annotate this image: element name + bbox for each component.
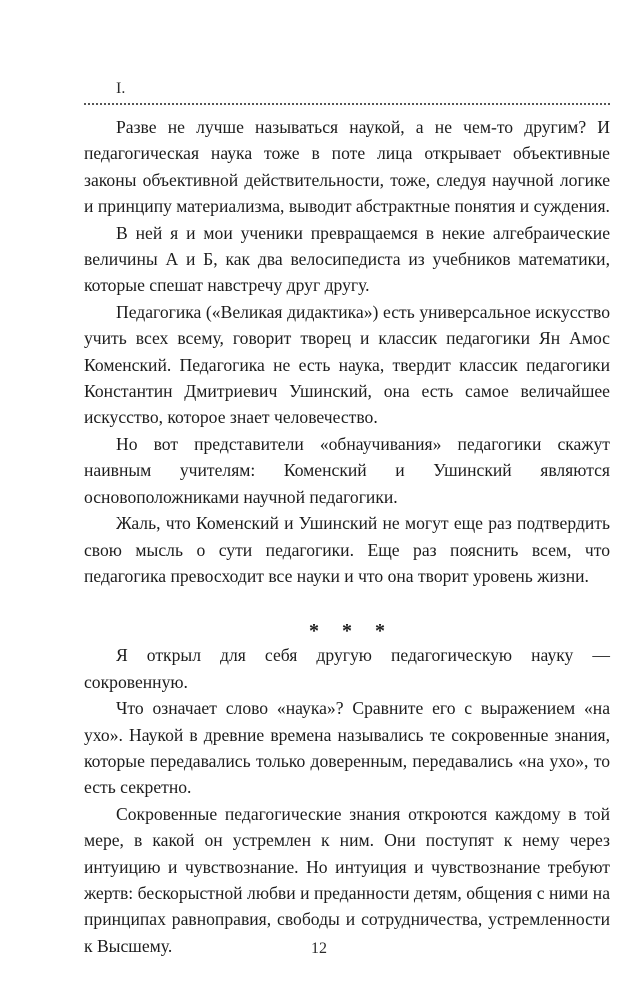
body-text (84, 114, 610, 959)
page-number: 12 (311, 940, 327, 957)
paragraph: Что означает слово «наука»? Сравните его с выражением «на ухо». Наукой в древние времена назывались те сокровенные знания, которые передавались только доверенным, передавались «на ухо», то есть секретно. (84, 698, 610, 798)
paragraph: Я открыл для себя другую педагогическую науку — сокровенную. (84, 645, 610, 692)
section-break-asterisks: * * * (309, 620, 394, 643)
paragraph: Педагогика («Великая дидактика») есть универсальное искусство учить всех всему, говорит творец и классик педагогики Ян Амос Коменский. Педагогика не есть наука, твердит классик педагогики Константин Дмитриевич Ушинский, она есть самое величайшее искусство, которое знает человечество. (84, 301, 610, 428)
paragraph: В ней я и мои ученики превращаемся в некие алгебраические величины А и Б, как два велосипедиста из учебников математики, которые спешат навстречу друг другу. (84, 222, 610, 296)
header-dotted-rule (84, 103, 610, 105)
running-head: I. (116, 80, 126, 97)
paragraph: Жаль, что Коменский и Ушинский не могут еще раз подтвердить свою мысль о сути педагогики. Еще раз пояснить всем, что педагогика превосходит все науки и что она творит уровень жизни. (84, 513, 610, 586)
paragraph: Но вот представители «обнаучивания» педагогики скажут наивным учителям: Коменский и Ушинский являются основоположниками научной педагогики. (84, 433, 610, 507)
paragraph: Разве не лучше называться наукой, а не чем-то другим? И педагогическая наука тоже в поте лица открывает объективные законы объективной действительности, тоже, следуя научной логике и принципу материализма, выводит абстрактные понятия и суждения. (84, 117, 610, 217)
paragraph: Сокровенные педагогические знания откроются каждому в той мере, в какой он устремлен к ним. Они поступят к нему через интуицию и чувствознание. Но интуиция и чувствознание требуют жертв: бескорыстной любви и преданности детям, общения с ними на принципах равноправия, свободы и сотрудничества, устремленности к Высшему. (84, 803, 610, 956)
